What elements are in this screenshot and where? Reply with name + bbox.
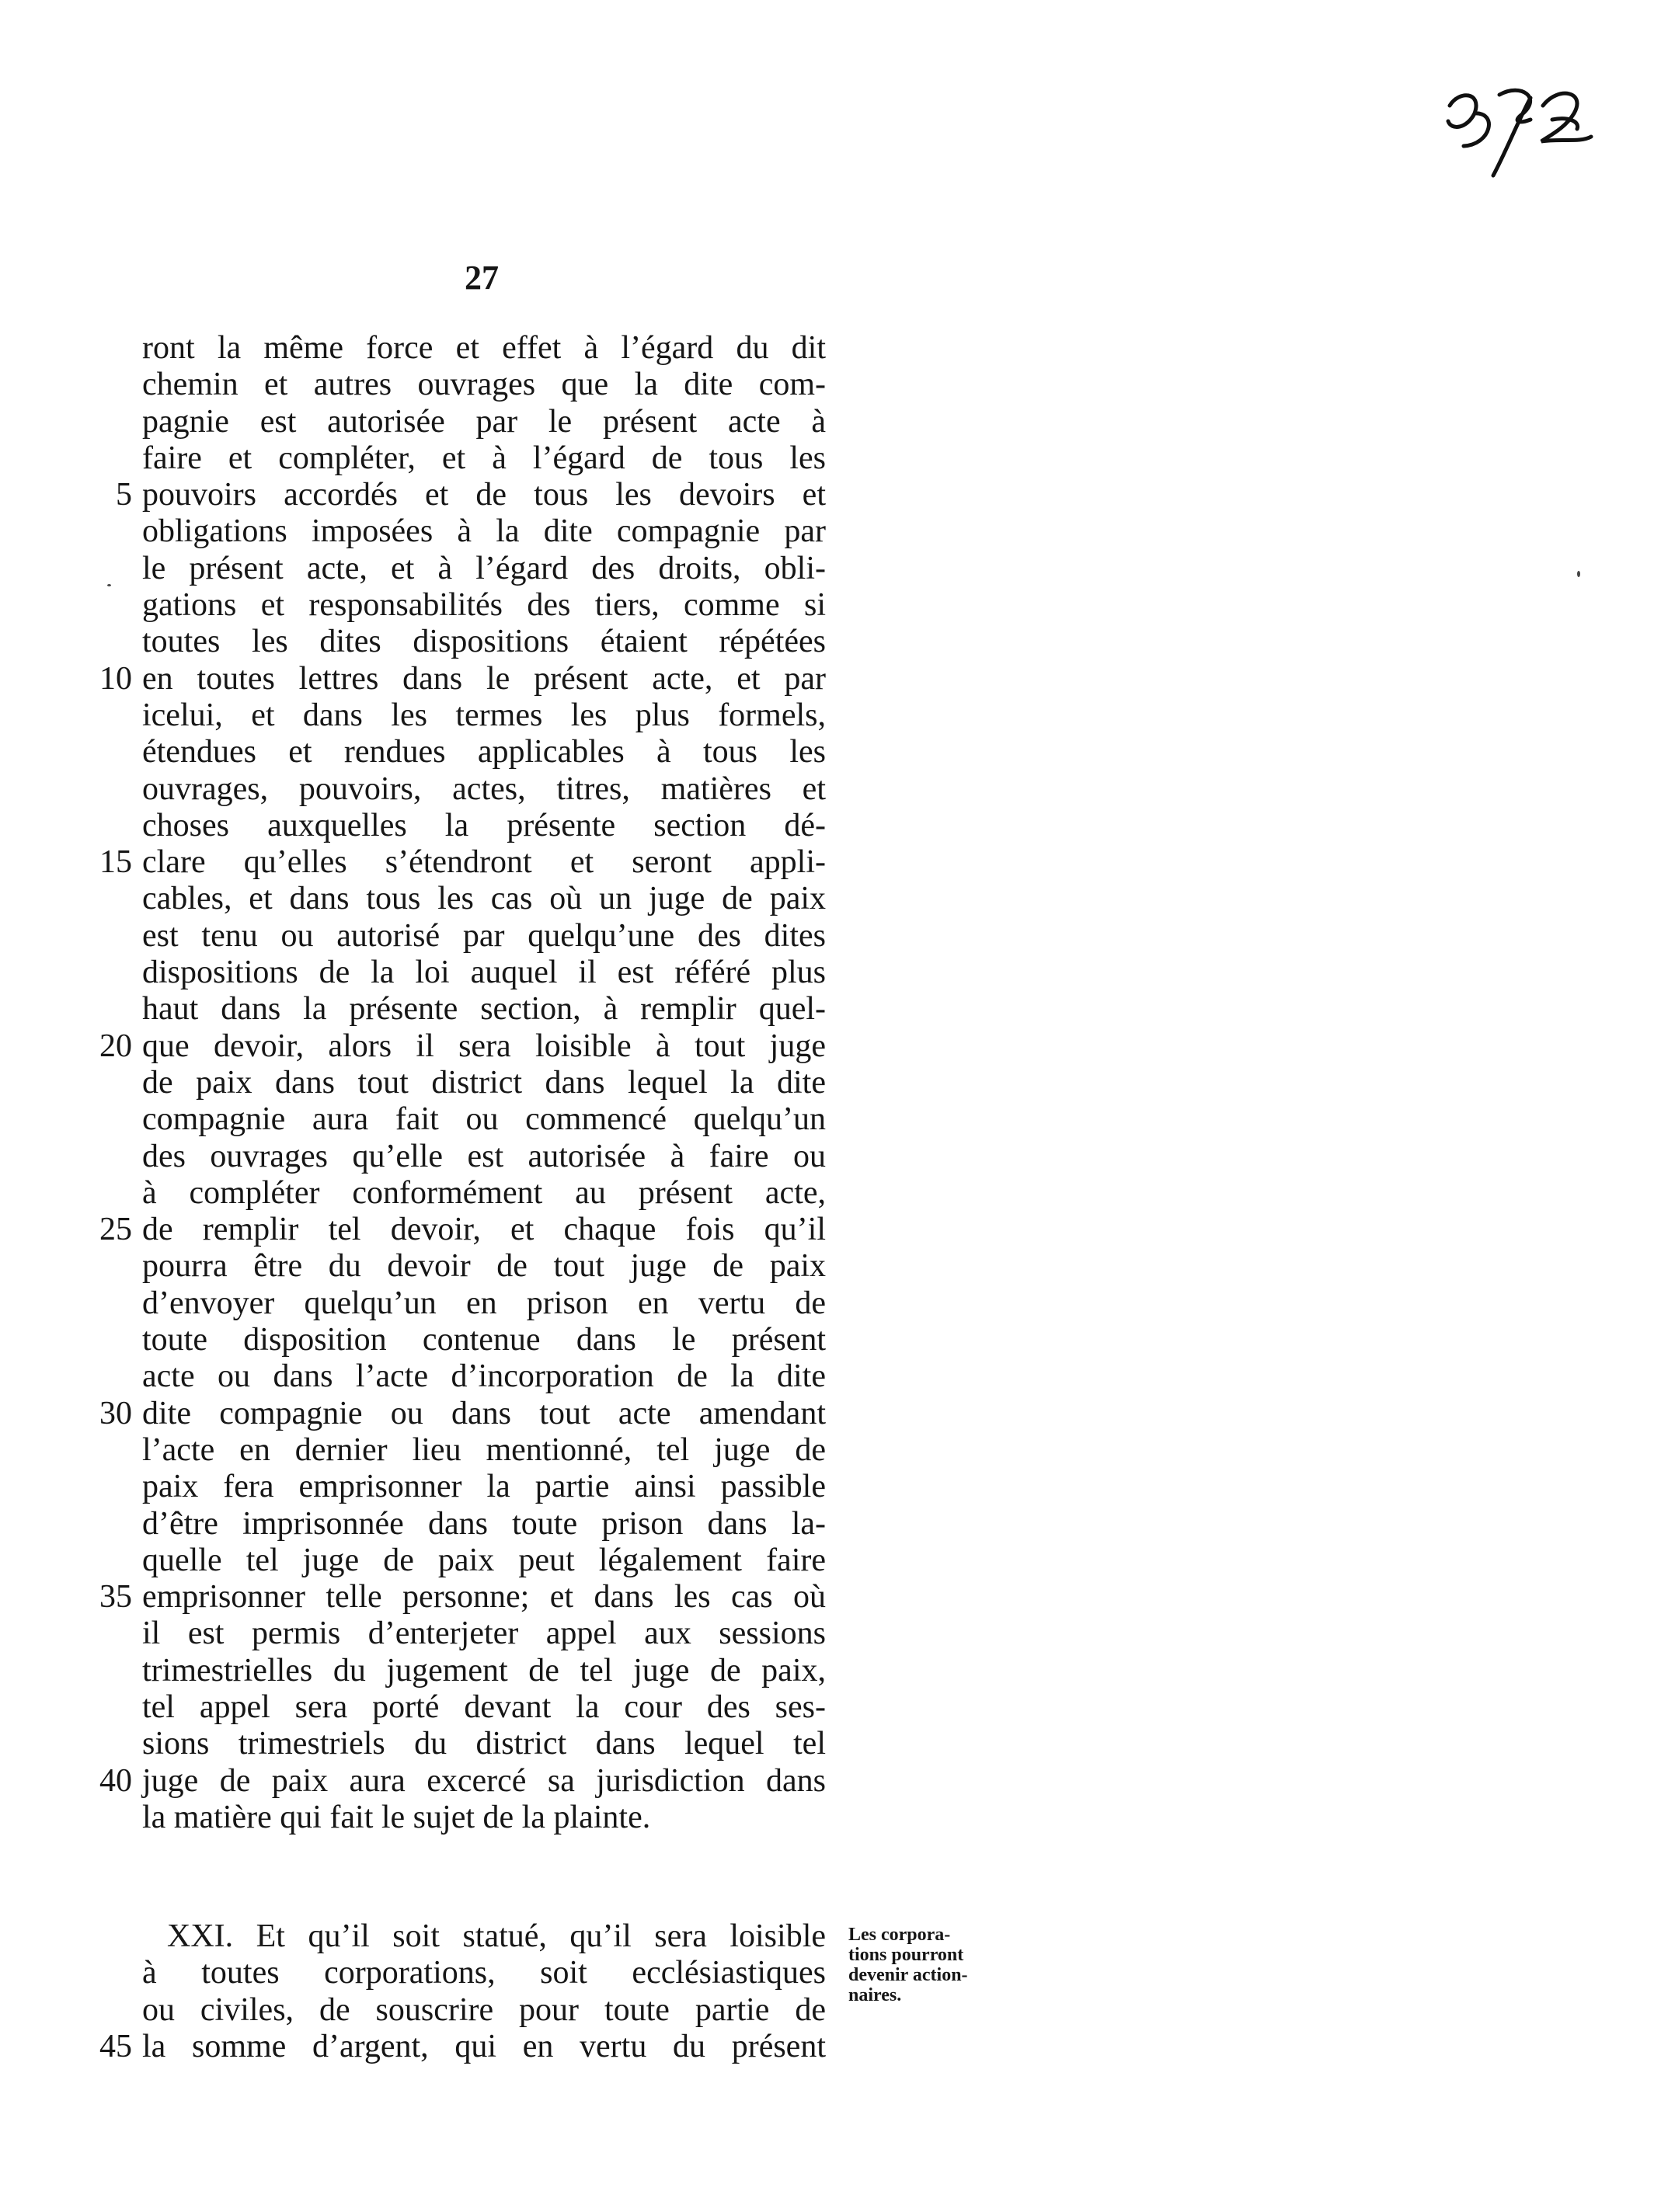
line-text: toutes les dites dispositions étaient répétées bbox=[142, 624, 826, 660]
body-line bbox=[0, 1689, 932, 1726]
body-line bbox=[0, 1396, 932, 1432]
line-text: paix fera emprisonner la partie ainsi passible bbox=[142, 1469, 826, 1505]
line-text: de paix dans tout district dans lequel la dite bbox=[142, 1064, 826, 1101]
body-line bbox=[0, 587, 932, 624]
handwritten-folio-number bbox=[1443, 75, 1599, 183]
section-line bbox=[0, 1955, 932, 1991]
body-line bbox=[0, 624, 932, 660]
body-line bbox=[0, 404, 932, 440]
line-text: ront la même force et effet à l’égard du dit bbox=[142, 330, 826, 366]
section-line bbox=[0, 2029, 932, 2065]
line-text: cables, et dans tous les cas où un juge de paix bbox=[142, 881, 826, 917]
line-text: ou civiles, de souscrire pour toute partie de bbox=[142, 1991, 826, 2028]
line-text: pourra être du devoir de tout juge de paix bbox=[142, 1248, 826, 1285]
body-line bbox=[0, 991, 932, 1028]
line-text: clare qu’elles s’étendront et seront appli- bbox=[142, 844, 826, 881]
body-line bbox=[0, 955, 932, 991]
line-text: obligations imposées à la dite compagnie par bbox=[142, 513, 826, 550]
print-speck bbox=[1577, 571, 1580, 577]
body-line bbox=[0, 1285, 932, 1322]
line-text: pagnie est autorisée par le présent acte à bbox=[142, 403, 826, 440]
line-text: que devoir, alors il sera loisible à tout juge bbox=[142, 1028, 826, 1064]
line-text: de remplir tel devoir, et chaque fois qu’il bbox=[142, 1212, 826, 1248]
line-text: pouvoirs accordés et de tous les devoirs et bbox=[142, 477, 826, 513]
line-text: d’être imprisonnée dans toute prison dans la- bbox=[142, 1505, 826, 1542]
body-line bbox=[0, 1248, 932, 1285]
body-line bbox=[0, 513, 932, 550]
body-line bbox=[0, 1101, 932, 1138]
line-number: 5 bbox=[116, 477, 132, 513]
marginal-note bbox=[848, 1925, 996, 2005]
marginal-note-line: naires. bbox=[848, 1985, 902, 2005]
body-line bbox=[0, 1542, 932, 1579]
line-text: à compléter conformément au présent acte, bbox=[142, 1174, 826, 1211]
line-text: il est permis d’enterjeter appel aux sessions bbox=[142, 1616, 826, 1652]
body-line bbox=[0, 1358, 932, 1395]
line-text: la somme d’argent, qui en vertu du présent bbox=[142, 2028, 826, 2064]
body-line bbox=[0, 808, 932, 844]
body-line bbox=[0, 1579, 932, 1616]
body-line bbox=[0, 1028, 932, 1065]
body-line bbox=[0, 330, 932, 367]
line-text: en toutes lettres dans le présent acte, et par bbox=[142, 660, 826, 697]
marginal-note-line: Les corpora- bbox=[848, 1925, 951, 1945]
body-line bbox=[0, 477, 932, 513]
line-text: des ouvrages qu’elle est autorisée à faire ou bbox=[142, 1138, 826, 1174]
body-line bbox=[0, 1726, 932, 1762]
line-number: 40 bbox=[99, 1762, 132, 1799]
section-xxi bbox=[0, 1918, 932, 2065]
line-text: quelle tel juge de paix peut légalement faire bbox=[142, 1542, 826, 1578]
section-line bbox=[0, 1918, 932, 1955]
line-text: haut dans la présente section, à remplir quel- bbox=[142, 991, 826, 1028]
body-line bbox=[0, 1432, 932, 1469]
body-line bbox=[0, 661, 932, 697]
body-line bbox=[0, 881, 932, 917]
line-text: tel appel sera porté devant la cour des ses- bbox=[142, 1689, 826, 1725]
body-line bbox=[0, 1469, 932, 1505]
body-line bbox=[0, 844, 932, 881]
line-text: chemin et autres ouvrages que la dite com- bbox=[142, 367, 826, 403]
line-text: icelui, et dans les termes les plus formels, bbox=[142, 697, 826, 733]
line-text: XXI. Et qu’il soit statué, qu’il sera loisible bbox=[167, 1918, 826, 1954]
section-line bbox=[0, 1992, 932, 2029]
body-line bbox=[0, 1653, 932, 1689]
line-text: ouvrages, pouvoirs, actes, titres, matières et bbox=[142, 770, 826, 807]
body-line bbox=[0, 1139, 932, 1175]
line-text: emprisonner telle personne; et dans les cas où bbox=[142, 1579, 826, 1616]
line-text: sions trimestriels du district dans lequel tel bbox=[142, 1726, 826, 1762]
body-line bbox=[0, 440, 932, 477]
line-text: d’envoyer quelqu’un en prison en vertu de bbox=[142, 1285, 826, 1321]
line-text: la matière qui fait le sujet de la plainte. bbox=[142, 1799, 651, 1835]
line-text: toute disposition contenue dans le présent bbox=[142, 1322, 826, 1358]
line-text: dispositions de la loi auquel il est référé plus bbox=[142, 955, 826, 991]
line-text: trimestrielles du jugement de tel juge de paix, bbox=[142, 1652, 826, 1689]
body-line bbox=[0, 1763, 932, 1800]
body-line bbox=[0, 771, 932, 808]
body-line bbox=[0, 734, 932, 770]
body-line bbox=[0, 367, 932, 403]
line-text: faire et compléter, et à l’égard de tous les bbox=[142, 440, 826, 476]
line-number: 25 bbox=[99, 1212, 132, 1248]
body-line bbox=[0, 1800, 932, 1836]
body-line bbox=[0, 1616, 932, 1652]
body-line bbox=[0, 1065, 932, 1101]
main-text-body bbox=[0, 330, 932, 1836]
line-text: compagnie aura fait ou commencé quelqu’un bbox=[142, 1101, 826, 1138]
line-number: 20 bbox=[99, 1028, 132, 1064]
page-number: 27 bbox=[465, 259, 499, 297]
line-number: 15 bbox=[99, 844, 132, 881]
marginal-note-line: tions pourront bbox=[848, 1945, 964, 1965]
line-text: l’acte en dernier lieu mentionné, tel juge de bbox=[142, 1431, 826, 1468]
line-text: à toutes corporations, soit ecclésiastiques bbox=[142, 1955, 826, 1991]
line-text: étendues et rendues applicables à tous les bbox=[142, 734, 826, 770]
body-line bbox=[0, 1322, 932, 1358]
line-number: 45 bbox=[99, 2028, 132, 2064]
line-text: juge de paix aura excercé sa jurisdiction dans bbox=[142, 1762, 826, 1799]
line-number: 30 bbox=[99, 1395, 132, 1431]
marginal-note-line: devenir action- bbox=[848, 1965, 968, 1985]
print-speck bbox=[107, 584, 111, 586]
line-text: acte ou dans l’acte d’incorporation de la dite bbox=[142, 1358, 826, 1395]
line-text: est tenu ou autorisé par quelqu’une des dites bbox=[142, 917, 826, 954]
line-text: gations et responsabilités des tiers, comme si bbox=[142, 587, 826, 624]
line-text: choses auxquelles la présente section dé- bbox=[142, 807, 826, 843]
body-line bbox=[0, 1506, 932, 1542]
line-number: 35 bbox=[99, 1579, 132, 1616]
body-line bbox=[0, 551, 932, 587]
body-line bbox=[0, 918, 932, 955]
line-text: le présent acte, et à l’égard des droits, obli- bbox=[142, 550, 826, 586]
body-line bbox=[0, 697, 932, 734]
line-number: 10 bbox=[99, 660, 132, 697]
line-text: dite compagnie ou dans tout acte amendant bbox=[142, 1395, 826, 1431]
body-line bbox=[0, 1212, 932, 1248]
body-line bbox=[0, 1175, 932, 1212]
